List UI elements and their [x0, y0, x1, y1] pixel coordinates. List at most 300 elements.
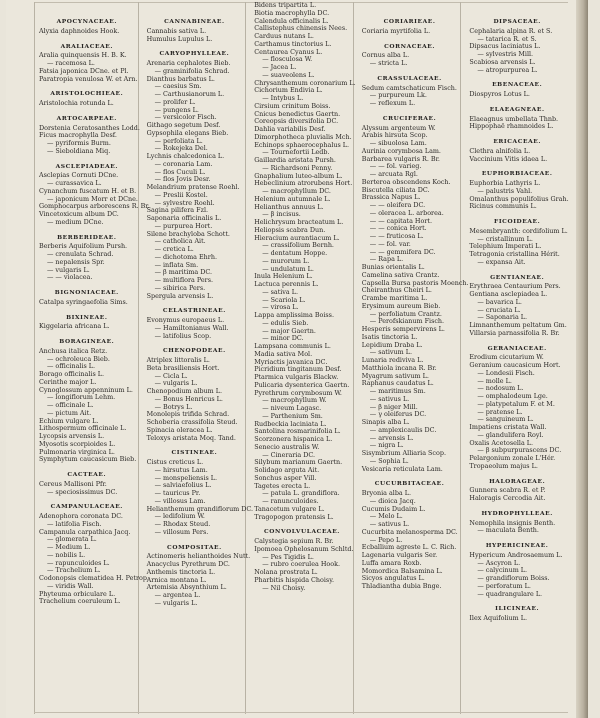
species-entry: Thladiantha dubia Bnge.: [361, 582, 442, 590]
species-entry: Lactuca perennis L.: [254, 280, 319, 288]
species-entry-continuation: — patula L. grandiflora.: [262, 489, 340, 498]
species-entry-continuation: — argentea L.: [154, 591, 201, 599]
species-entry-continuation: — flos Jovis Desr.: [154, 175, 211, 184]
column-3: [250, 2, 354, 714]
species-entry-continuation: — villosum Pers.: [154, 527, 209, 536]
species-entry-continuation: — β maritima DC.: [154, 268, 213, 277]
species-entry: Tagetes erecta L.: [254, 481, 311, 490]
species-entry: Ipomoea Ophelosanum Schltd.: [254, 544, 354, 553]
species-entry-continuation: — Nil Choisy.: [262, 583, 306, 592]
species-entry-continuation: — maculata Benth.: [477, 526, 539, 535]
species-entry: Haloragis Cercodia Ait.: [469, 494, 546, 502]
species-entry: Aristolochia rotunda L.: [39, 99, 114, 107]
page-edge-shadow: [576, 0, 588, 718]
species-entry-continuation: — vulgaris L.: [154, 598, 198, 607]
species-entry-continuation: — nepalensis Spr.: [47, 257, 105, 266]
species-entry-continuation: — murorum L.: [262, 256, 310, 265]
species-entry-continuation: — hirsutus Lam.: [154, 465, 208, 474]
species-entry: Coreopsis diversifolia DC.: [254, 117, 339, 126]
family-heading: COMPOSITAE.: [167, 543, 222, 551]
species-entry: Echium vulgare L.: [39, 416, 99, 425]
column-1: [34, 2, 150, 714]
species-entry-continuation: — monspeliensis L.: [154, 473, 218, 482]
species-entry: Diospyros Lotus L.: [469, 90, 530, 98]
species-entry: Scorzonera hispanica L.: [254, 435, 333, 443]
family-heading: CONVOLVULACEAE.: [264, 528, 340, 536]
species-entry-continuation: — Botrys L.: [154, 402, 193, 411]
species-entry-continuation: — purpureum Lk.: [369, 91, 427, 100]
species-entry: Anacyclus Pyrethrum DC.: [146, 560, 230, 568]
species-entry: Arenaria cephalotes Bieb.: [146, 59, 231, 67]
species-entry-continuation: — Intybus L.: [262, 94, 304, 102]
species-entry: Scabiosa arvensis L.: [469, 57, 536, 66]
species-entry: Lycopsis arvensis L.: [39, 432, 105, 440]
species-entry-continuation: — Jacea L.: [262, 63, 297, 71]
species-entry-continuation: — salviaefolius L.: [154, 481, 212, 490]
species-entry: Ilex Aquifolium L.: [469, 614, 528, 622]
species-entry: Capsella Bursa pastoris Moench.: [361, 278, 469, 287]
bottom-rule: [34, 712, 568, 713]
species-entry-continuation: — curassavica L.: [47, 179, 102, 187]
family-heading: CORNACEAE.: [384, 42, 436, 50]
species-entry: Sonchus asper Vill.: [254, 473, 317, 482]
species-entry: Geranium caucasicum Hort.: [469, 361, 561, 369]
page-sheet: [6, 0, 588, 718]
species-entry: Lagenaria vulgaris Ser.: [361, 551, 438, 559]
species-entry: Dahlia variabilis Desf.: [254, 125, 326, 133]
species-entry: Kiggelaria africana L.: [39, 322, 110, 331]
species-entry-continuation: — vulgaris L.: [154, 379, 198, 388]
species-entry-continuation: — officinale L.: [47, 401, 94, 409]
species-entry-continuation: — virosa L.: [262, 303, 299, 312]
family-heading: DIPSACEAE.: [493, 18, 541, 25]
column-4: [358, 2, 469, 714]
species-entry-continuation: — vulgaris L.: [47, 265, 90, 274]
species-entry-continuation: — rubro coerulea Hook.: [262, 560, 341, 569]
species-entry: Vaccinium Vitis idaea L.: [469, 154, 548, 163]
species-entry: Gunnera scabra R. et P.: [469, 486, 546, 495]
species-entry-continuation: — — gemmifera DC.: [369, 247, 436, 256]
species-entry: Matthiola incana R. Br.: [361, 363, 437, 372]
species-entry-continuation: — pictum Ait.: [47, 408, 92, 417]
species-entry-continuation: — perfoliatum Crantz.: [369, 309, 442, 318]
species-entry-continuation: — ledifolium W.: [154, 512, 205, 521]
species-entry: Hieracium aurantiacum L.: [254, 233, 340, 242]
species-entry: Phyteuma orbiculare L.: [39, 589, 116, 598]
species-entry-continuation: — inflata Sm.: [154, 260, 199, 269]
species-entry: Pyrethrum corymbosum W.: [254, 388, 342, 397]
species-entry-continuation: — sativus L.: [369, 394, 410, 403]
species-entry-continuation: — Preslii Kostel.: [154, 190, 208, 199]
species-entry-continuation: — coronaria Lam.: [154, 159, 213, 168]
species-entry-continuation: — arcuata Rgl.: [369, 170, 418, 178]
species-entry: Ptarmica vulgaris Blackw.: [254, 373, 339, 381]
species-entry-continuation: — maritimus Sm.: [369, 387, 426, 395]
species-entry: Bunias orientalis L.: [361, 263, 425, 271]
species-entry: Hippophaë rhamnoides L.: [469, 122, 554, 131]
species-entry-continuation: — Londesii Fisch.: [477, 368, 535, 377]
species-entry: Erodium cicutarium W.: [469, 353, 544, 362]
species-entry-continuation: — Pepo L.: [369, 535, 403, 544]
species-entry-continuation: — cretica L.: [154, 245, 194, 253]
species-entry-continuation: — dentatum Hoppe.: [262, 249, 328, 257]
species-entry: Centaurea Cyanus L.: [254, 47, 323, 56]
species-entry-continuation: — arvensis L.: [369, 433, 414, 442]
species-entry: Schoberia crassifolia Steud.: [146, 418, 238, 426]
species-entry-continuation: — — fol. varieg.: [369, 162, 422, 171]
species-entry: Githago segetum Desf.: [146, 121, 221, 129]
species-entry-continuation: — prolifer L.: [154, 97, 196, 106]
species-entry: Berberis Aquifolium Pursh.: [39, 242, 128, 251]
species-entry-continuation: — major Gaertn.: [262, 326, 316, 335]
species-entry: Silene brachyloba Schott.: [146, 229, 230, 238]
species-entry-continuation: — tatarica R. et S.: [477, 34, 537, 43]
species-entry-continuation: — Rokejeka Del.: [154, 144, 208, 153]
species-entry-continuation: — ranunculoides.: [262, 497, 319, 505]
species-entry-continuation: — reflexum L.: [369, 99, 416, 107]
species-entry-continuation: — sativum L.: [369, 348, 412, 357]
species-entry: Coriaria myrtifolia L.: [361, 26, 431, 35]
family-heading: HYPERICINEAE.: [485, 542, 549, 549]
species-entry-continuation: — perfoliata L.: [154, 136, 203, 145]
species-entry: Fatsia japonica DCne. et Pl.: [39, 66, 129, 75]
family-heading: CELASTRINEAE.: [162, 307, 226, 315]
species-entry-continuation: — medium DCne.: [47, 217, 104, 226]
species-entry-continuation: — edulis Sieb.: [262, 318, 309, 327]
family-heading: CHENOPODEAE.: [163, 347, 226, 355]
species-entry-continuation: — — violacea.: [47, 273, 93, 282]
species-entry: Solidago arguta Ait.: [254, 466, 320, 474]
species-entry-continuation: — undulatum L.: [262, 264, 314, 273]
family-heading: HALORAGEAE.: [489, 477, 546, 485]
species-entry-continuation: — multiflora Pers.: [154, 276, 214, 284]
species-entry: Gnaphalium luteo-album L.: [254, 171, 343, 180]
family-heading: GENTIANEAE.: [490, 273, 545, 281]
species-entry: Helianthus annuus L.: [254, 202, 324, 211]
species-entry-continuation: — Saponaria L.: [477, 313, 528, 322]
species-entry: Helichrysum bracteatum L.: [254, 218, 344, 226]
family-heading: CACTEAE.: [67, 471, 107, 478]
species-entry-continuation: — officinalis L.: [47, 362, 96, 371]
species-entry: Nolana prostrata L.: [254, 568, 318, 576]
species-entry: Sisymbrium Alliaria Scop.: [361, 449, 446, 457]
species-entry-continuation: — Parthenium Sm.: [262, 411, 323, 420]
species-entry-continuation: — omphalodeum Lge.: [477, 392, 548, 400]
family-heading: ILICINEAE.: [495, 605, 540, 613]
species-entry: Momordica Balsamina L.: [361, 566, 443, 575]
species-entry-continuation: — purpurea Hort.: [154, 221, 213, 230]
species-entry-continuation: — pyriformis Burm.: [47, 139, 111, 147]
species-entry-continuation: — nobilis L.: [47, 550, 86, 559]
species-entry-continuation: — — capitata Hort.: [369, 216, 433, 225]
species-entry-continuation: — Richardsoni Penny.: [262, 163, 333, 172]
species-entry: Teloxys aristata Moq. Tand.: [146, 433, 236, 442]
species-entry-continuation: — — oleifera DC.: [369, 201, 426, 209]
species-entry: Chrysanthemum coronarium L.: [254, 78, 356, 87]
species-entry: Dipsacus laciniatus L.: [469, 42, 541, 51]
species-entry: Tragopogon pratensis L.: [254, 512, 334, 521]
columns-container: [34, 2, 568, 714]
species-entry-continuation: — sibuolosa Lam.: [369, 139, 427, 147]
species-entry-continuation: — Ascyron L.: [477, 558, 521, 567]
species-entry-continuation: — quadrangulare L.: [477, 589, 543, 598]
species-entry-continuation: — pungens L.: [154, 105, 199, 114]
species-entry: Spergula arvensis L.: [146, 291, 214, 300]
species-entry: Callistephus chinensis Nees.: [254, 24, 348, 33]
species-entry: Cnicus benedictus Gaertn.: [254, 109, 341, 118]
species-entry-continuation: — Pes Tigidis L.: [262, 552, 314, 561]
family-heading: CISTINEAE.: [171, 449, 218, 457]
species-entry: Lunaria rediviva L.: [361, 356, 424, 364]
species-entry: Biotia macrophylla DC.: [254, 8, 330, 17]
species-entry-continuation: — graminifolia Schrad.: [154, 66, 230, 75]
species-entry-continuation: — racemosa L.: [47, 59, 95, 67]
species-entry: Calystegia sepium R. Br.: [254, 537, 334, 545]
species-entry: Lepidium Draba L.: [361, 340, 423, 349]
species-entry: Gentiana asclepiadea L.: [469, 290, 548, 298]
species-entry-continuation: — crassifolium Bernh.: [262, 241, 334, 250]
species-entry: Bryonia alba L.: [361, 489, 412, 497]
species-entry: Cynoglossum appenninum L.: [39, 385, 133, 394]
species-entry: Elaeagnus umbellata Thnb.: [469, 114, 559, 123]
species-entry-continuation: — — fol. var.: [369, 239, 411, 248]
species-entry-continuation: — speciosissimus DC.: [47, 487, 118, 496]
species-entry-continuation: — sativa L.: [262, 287, 299, 296]
species-entry-continuation: — flos Cuculi L.: [154, 167, 206, 176]
species-entry-continuation: — Perofskianum Fisch.: [369, 317, 445, 326]
species-entry-continuation: — — fruticosa L.: [369, 232, 424, 240]
species-entry: Ricinus communis L.: [469, 202, 537, 211]
species-entry: Aurinia corymbosa Lam.: [361, 146, 441, 155]
species-entry: Codonopsis clematidea H. Petrop.: [39, 574, 149, 582]
species-entry: Cerinthe major L.: [39, 377, 97, 386]
species-entry: Cucumis Dudaim L.: [361, 504, 426, 513]
species-entry: Cephalaria alpina R. et S.: [469, 26, 553, 35]
species-entry: Pulicaria dysenterica Gaertn.: [254, 380, 350, 389]
species-entry: Cannabis sativa L.: [146, 26, 207, 35]
species-entry: Isatis tinctoria L.: [361, 332, 418, 341]
species-entry: Dimorphotheca pluvialis Mch.: [254, 132, 352, 141]
species-entry: Cucurbita melanosperma DC.: [361, 527, 458, 536]
species-entry: Lampsana communis L.: [254, 342, 331, 350]
species-entry: Raphanus caudatus L.: [361, 379, 434, 388]
species-entry: Asclepias Cornuti DCne.: [39, 171, 119, 180]
species-entry-continuation: — molle L.: [477, 376, 512, 385]
family-heading: CARYOPHYLLEAE.: [159, 50, 230, 58]
family-heading: CAMPANULACEAE.: [50, 503, 123, 511]
species-entry: Myosotis scorpioides L.: [39, 439, 116, 448]
species-entry: Dianthus barbatus L.: [146, 74, 215, 83]
species-entry-continuation: — tauricus Pr.: [154, 489, 201, 497]
species-entry: Chenopodium album L.: [146, 387, 223, 395]
species-entry: Spinacia oleracea L.: [146, 425, 213, 434]
species-entry: Camelina sativa Crantz.: [361, 270, 440, 279]
family-heading: CRASSULACEAE.: [377, 74, 442, 82]
species-entry: Brassica Napus L.: [361, 193, 421, 202]
species-entry: Cynanchum fuscatum H. et B.: [39, 186, 137, 195]
species-entry: Silybum marianum Gaertn.: [254, 458, 343, 467]
species-entry-continuation: — Tournefortii Ledb.: [262, 148, 330, 157]
family-heading: ASCLEPIADEAE.: [55, 162, 118, 170]
species-entry-continuation: — villosus Lam.: [154, 496, 206, 505]
species-entry-continuation: — oleracea L. arborea.: [369, 208, 444, 217]
species-entry: Alyssum argenteum W.: [361, 123, 436, 132]
species-entry: Catalpa syringaefolia Sims.: [39, 297, 128, 306]
species-entry: Beta brasiliensis Hort.: [146, 363, 220, 372]
species-entry: Lithospermum officinale L.: [39, 424, 127, 433]
species-entry: Saponaria officinalis L.: [146, 214, 222, 222]
family-heading: ARTOCARPEAE.: [56, 114, 117, 122]
species-entry-continuation: — viridis Wall.: [47, 581, 94, 590]
species-entry: Arnica montana L.: [146, 575, 207, 584]
species-entry: Tropaeolum majus L.: [469, 461, 538, 470]
family-heading: BIXINEAE.: [66, 313, 108, 321]
family-heading: GERANIACEAE.: [487, 344, 547, 352]
species-entry: Sedum camtschaticum Fisch.: [361, 83, 457, 92]
species-entry: Senecio australis W.: [254, 442, 320, 451]
species-entry: Melandrium pratense Roehl.: [146, 183, 240, 191]
species-entry: Rudbeckia laciniata L.: [254, 419, 327, 428]
family-heading: CORIARIEAE.: [383, 18, 436, 25]
species-entry-continuation: — sylvestris Mill.: [477, 50, 534, 58]
species-entry-continuation: — crenulata Schrad.: [47, 250, 114, 258]
species-entry: Arabis hirsuta Scop.: [361, 131, 428, 140]
species-entry-continuation: — β niger Mill.: [369, 402, 418, 411]
species-entry: Ecballium agreste L. C. Rich.: [361, 543, 457, 552]
species-entry: Luffa amara Roxb.: [361, 558, 422, 567]
species-entry: Impatiens cristata Wall.: [469, 423, 547, 431]
family-heading: ARALIACEAE.: [60, 42, 113, 50]
species-entry-continuation: — macrophyllum W.: [262, 396, 327, 405]
species-entry: Vincetoxicum album DC.: [39, 210, 119, 218]
species-entry: Cheiranthus Cheiri L.: [361, 286, 432, 295]
species-entry: Lychnis chalcedonica L.: [146, 152, 225, 160]
species-entry: Symphytum caucasicum Bieb.: [39, 455, 137, 464]
species-entry-continuation: — perforatum L.: [477, 581, 531, 590]
species-entry: Monolepis trifida Schrad.: [146, 410, 230, 419]
species-entry-continuation: — japonicum Morr et DCne.: [47, 194, 138, 203]
species-entry-continuation: — Scariola L.: [262, 295, 306, 304]
species-entry: Helianthemum grandiflorum DC.: [146, 504, 254, 513]
species-entry: Trachelium coeruleum L.: [39, 597, 121, 606]
species-entry-continuation: — calycinum L.: [477, 566, 528, 575]
species-entry-continuation: — catholica Ait.: [154, 237, 206, 246]
species-entry-continuation: — platypetalum F. et M.: [477, 399, 555, 408]
species-entry: Barbarea vulgaris R. Br.: [361, 154, 440, 163]
species-entry: Madia sativa Mol.: [254, 349, 313, 358]
column-2: [143, 2, 254, 714]
species-entry: Crambe maritima L.: [361, 294, 428, 302]
species-entry: Calendula officinalis L.: [254, 16, 329, 25]
species-entry-continuation: — Bonus Henricus L.: [154, 394, 223, 403]
species-entry: Bidens tripartita L.: [254, 1, 317, 9]
species-entry-continuation: — glomerata L.: [47, 535, 97, 544]
species-entry: Carthamus tinctorius L.: [254, 39, 332, 48]
species-entry: Pulmonaria virginica L.: [39, 447, 115, 456]
species-entry: Cirsium crinitum Boiss.: [254, 101, 331, 110]
species-entry-continuation: — amplexicaulis DC.: [369, 425, 437, 434]
species-entry-continuation: — cruciata L.: [477, 305, 521, 314]
family-heading: ERICACEAE.: [493, 138, 542, 145]
family-heading: CANNABINEAE.: [164, 18, 225, 25]
species-entry: Paratropia venulosa W. et Arn.: [39, 74, 138, 83]
species-entry: Omalanthus populifolius Grah.: [469, 194, 569, 203]
species-entry-continuation: — Sieboldiana Miq.: [47, 146, 111, 155]
family-heading: ELAEAGNEAE.: [489, 105, 545, 113]
species-entry: Gaillardia aristata Pursh.: [254, 156, 336, 164]
species-entry-continuation: — sativus L.: [369, 520, 410, 528]
species-entry: Inula Helenium L.: [254, 272, 313, 281]
species-entry: Echinops sphaerocephalus L.: [254, 140, 350, 149]
species-entry-continuation: — suaveolens L.: [262, 70, 315, 79]
species-entry-continuation: — sibirica Pers.: [154, 283, 206, 292]
species-entry: Picridium tingitanum Desf.: [254, 365, 342, 374]
species-entry: Lappa amplissima Boiss.: [254, 311, 334, 319]
species-entry: Ficus macrophylla Desf.: [39, 131, 117, 140]
species-entry: Borago officinalis L.: [39, 370, 105, 378]
species-entry: Oxalis Acetosella L.: [469, 438, 534, 447]
species-entry: Hebeclinium atrorubens Hort.: [254, 179, 353, 188]
family-heading: EBENACEAE.: [492, 81, 543, 89]
species-entry-continuation: — longiflorum Lehm.: [47, 393, 116, 402]
species-entry: Clethra alnifolia L.: [469, 146, 531, 155]
species-entry-continuation: — Cineraria DC.: [262, 450, 316, 459]
species-entry: Cereus Mallisoni Pfr.: [39, 479, 107, 488]
species-entry: Campanula carpathica Jacq.: [39, 527, 131, 536]
species-entry-continuation: — grandiflorum Boiss.: [477, 574, 550, 582]
species-entry: Dorstenia Ceratosanthes Lodd.: [39, 123, 140, 132]
species-entry: Gypsophila elegans Bieb.: [146, 128, 229, 137]
species-entry-continuation: — stricta L.: [369, 59, 408, 67]
species-entry-continuation: — dioica Jacq.: [369, 496, 416, 505]
species-entry-continuation: — Carthusianorum L.: [154, 90, 225, 98]
species-entry-continuation: — γ oleiferus DC.: [369, 410, 427, 419]
species-entry-continuation: — latifolia Fisch.: [47, 519, 102, 528]
species-entry: Artemisia Absynthium L.: [146, 583, 227, 592]
species-entry-continuation: — minor DC.: [262, 334, 304, 343]
species-entry: Hypericum Androsaemum L.: [469, 550, 563, 559]
species-entry-continuation: — Hamiltonianus Wall.: [154, 323, 229, 332]
species-entry: Mesembryanth: cordifolium L.: [469, 226, 568, 235]
species-entry: Anthemis tinctoria L.: [146, 567, 216, 576]
species-entry: Carduus nutans L.: [254, 32, 314, 40]
species-entry: Adenophora coronata DC.: [39, 512, 123, 520]
species-entry: Alyxia daphnoides Hook.: [39, 26, 120, 35]
species-entry: Euphorbia Lathyris L.: [469, 179, 541, 187]
species-entry: Gomphocarpus arborescens R. Br.: [39, 202, 150, 211]
species-entry-continuation: — bavarica L.: [477, 297, 522, 306]
family-heading: EUPHORBIACEAE.: [481, 170, 553, 178]
species-entry-continuation: — Melo L.: [369, 512, 403, 521]
species-entry-continuation: — latifolius Scop.: [154, 331, 212, 340]
species-entry-continuation: — β subpurpurascens DC.: [477, 446, 562, 455]
species-entry: Myriactis javanica DC.: [254, 357, 328, 366]
species-entry: Limnanthemum peltatum Gm.: [469, 321, 567, 329]
species-entry-continuation: — Cicla L.: [154, 371, 188, 380]
species-entry: Tetragonia cristallina Hérit.: [469, 250, 560, 258]
species-entry: Hesperis sempervirens L.: [361, 325, 445, 333]
species-entry: Heliopsis scabra Dun.: [254, 225, 326, 234]
family-heading: FICOIDEAE.: [494, 218, 541, 225]
species-entry: Anchusa italica Retz.: [39, 346, 108, 355]
species-entry-continuation: — nodosum L.: [477, 384, 524, 393]
species-entry-continuation: — Rhodax Steud.: [154, 520, 211, 528]
species-entry-continuation: — caesius Sm.: [154, 82, 202, 91]
species-entry: Erythraea Centaurium Pers.: [469, 282, 561, 291]
species-entry: Pelargonium zonale L'Hér.: [469, 454, 556, 462]
species-entry-continuation: — — conica Hort.: [369, 224, 427, 233]
species-entry-continuation: — versicolor Fisch.: [154, 113, 217, 122]
